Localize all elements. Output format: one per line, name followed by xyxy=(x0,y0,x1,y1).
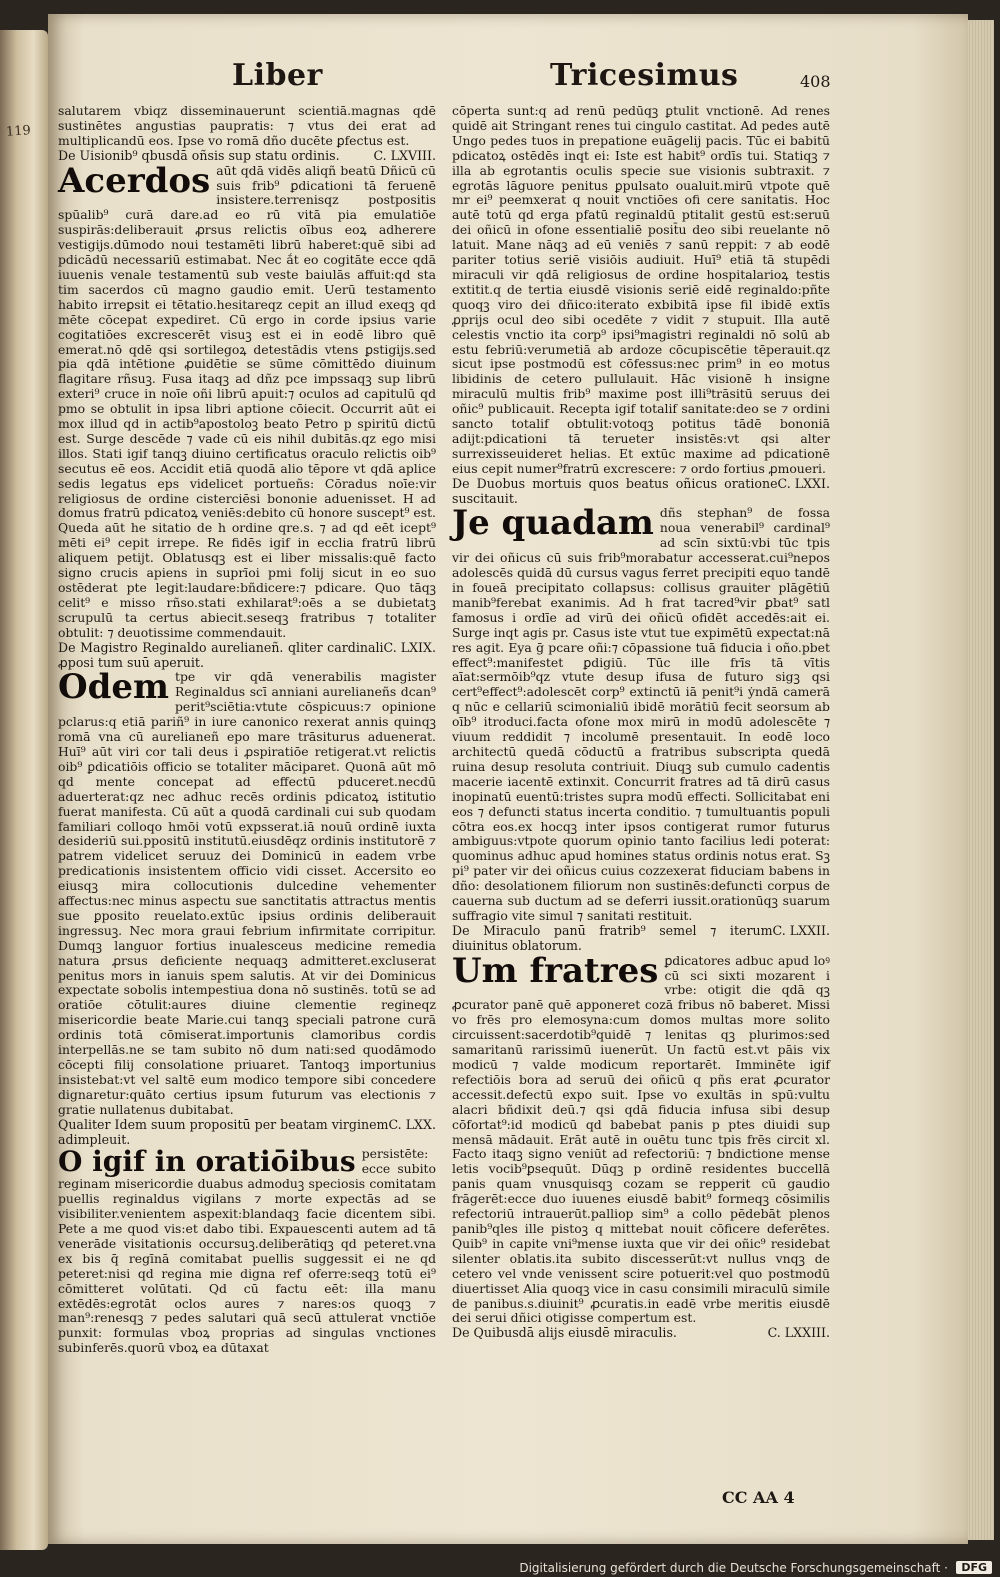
left-column xyxy=(58,104,436,1356)
paragraph-text: tpe vir qdā venerabilis magister Reginaldus scī anniani aurelianeñs dcan⁹ perit⁹sciētia:vtute cōspicuus:⁊ opinione pclarus:q etiā pariñ⁹ in iure canonico rexerat annis quinqꝫ romā vna cū aurelianeñ epo mare trāsiturus aduenerat. Huī⁹ aūt viri cor tali deus i ꝓspiratiōe retigerat.vt relictis oib⁹ ꝑdicatiōis officio se totaliter māciparet. Quonā aūt mō qd mente concepat ad effectū pduceret.necdū aduerterat:qz nec adhuc recēs ordinis pdicatoꝝ istitutio fuerat manifesta. Cū aūt a quodā cardinali cui sub quodam familiari colloqo hmōi votū expsserat.iā nouū ordinē iuxta desideriū sui.ppositū institutū.eiusdēqz ordinis institutorē ⁊ patrem videlicet seruuz dei Dominicū in eadem vrbe predicationis insistentem officio vidi cisset. Accersito eo eiusqꝫ mira collocutionis dulcedine vehementer affectus:nec minus aspectu sue sanctitatis attractus mentis sue ꝑposito reuelato.extūc ipsius ordinis deliberauit ingressuꝫ. Nec mora graui febrium infirmitate corripitur. Dumqꝫ languor fortius inualesceus medicine remedia natura ꝓrsus deficiente nequaqꝫ admitteret.excluserat penitus mors in ianuis spem salutis. At vir dei Dominicus expectate sobolis intempestiua dona nō sustinēs. totū se ad oratiōe cōtulit:aures diuine clementie regineqz misericordie beate Marie.cui tanqꝫ speciali patrone curā ordinis totā cōmiserat.importunis clamoribus cordis interpellās.ne se tam subito nō dum nati:sed quodāmodo cōcepti filij consolatione priuaret. Tantoqꝫ importunius insistebat:vt vel saltē eum modico tempore sibi concedere dignaretur:quāto certius ipsum futurum vas electionis ⁊ gratie nullatenus dubitabat. xyxy=(58,669,436,1117)
paragraph-text: persistēte: ecce subito reginam misericordie duabus admoduꝫ speciosis comitatam puellis reginaldus vigilans ⁊ morte expectās ad se visibiliter.venientem aspexit:blandaqꝫ facie dicentem sibi. Pete a me quod vis:et dabo tibi. Expauescenti autem ad tā venerāde visitationis occursuꝫ.deliberātiqꝫ qd peteret.vna ex bis q̄ regīnā comitabat puellis suggessit ei ne qd peteret:nisi qd regina mie digna ref oferre:seqꝫ totū ei⁹ cōmitteret volūtati. Qd cū factu eēt: illa manu extēdēs:egrotāt oclos aures ⁊ nares:os quoqꝫ ⁊ man⁹:renesqꝫ ⁊ pedes salutari quā secū attulerat vnctiōe punxit: formulas vboꝝ proprias ad singulas vnctiones subinferēs.quorū vboꝝ ea dūtaxat xyxy=(58,1146,436,1356)
left-margin-number: 119 xyxy=(5,123,32,140)
chapter-title: De Uisionib⁹ qbusdā oñsis sup statu ordinis. xyxy=(58,147,340,163)
chapter-number: C. LXVIII. xyxy=(373,147,436,163)
paragraph xyxy=(452,950,830,1327)
chapter-number: C. LXXI. xyxy=(777,475,830,491)
dfg-logo: DFG xyxy=(956,1561,992,1574)
chapter-title: De Magistro Reginaldo aurelianeñ. qliter cardinali ꝓposi tum suū aperuit. xyxy=(58,639,384,670)
chapter-title: De Duobus mortuis quos beatus oñicus oratione suscitauit. xyxy=(452,475,778,506)
paragraph xyxy=(452,503,830,923)
footer-credit: Digitalisierung gefördert durch die Deutsche Forschungsgemeinschaft · xyxy=(519,1561,948,1575)
initial-words: O igif in oratiōibus xyxy=(58,1145,356,1179)
right-column xyxy=(452,104,830,1341)
chapter-number: C. LXXIII. xyxy=(767,1325,830,1341)
initial-words: Acerdos xyxy=(58,160,211,201)
paragraph xyxy=(58,160,436,641)
chapter-title: De Quibusdā alijs eiusdē miraculis. xyxy=(452,1325,677,1341)
paragraph-text: ꝑdicatores adbuc apud loꝰ cū sci sixti mozarent i vrbe: otigit die qdā qꝫ ꝓcurator panē quē apponeret cozā fribus nō baberet. Missi vo frēs pro elemosyna:cum domos multas more solito circuissent:sacerdotib⁹quidē ⁊ lenitas qꝫ plurimos:sed samaritanū rarissimū iuenerūt. Un factū est.vt pāis vix modicū ⁊ valde modicum reportarēt. Imminēte igif refectiōis bora ad seruū dei oñicū q pñs erat ꝓcurator accessit.defectū expo suit. Ipse vo exultās in spū:vultu alacri bñdixit deū.⁊ qsi qdā fiducia infusa sibi desup cōfortat⁹:id modicū qd babebat panis p ptes diuidi sup mensā mādauit. Erāt autē in ouētu tunc tpis frēs circit xl. Facto itaqꝫ signo veniūt ad refectoriū: ⁊ bndictione mense letis vocib⁹ꝑsequūt. Dūqꝫ p ordinē residentes buccellā panis quam vnusquisqꝫ cozam se repperit cū gaudio frāgerēt:ecce duo iuuenes eiusdē babit⁹ formeqꝫ cōsimilis refectoriū intrauerūt.palliop sim⁹ a collo pēdebāt plenos panib⁹qles ille pistoꝫ q mittebat nouit cōficere deferētes. Quib⁹ in capite vni⁹mense iuxta que vir dei oñic⁹ residebat silenter oblatis.ita subito discesserūt:vt nullus vnqꝫ de cetero vel vnde venissent scire potuerit:vel quo postmodū diuertisset Alia quoqꝫ vice in casu consimili miraculū simile de panibus.s.diuinit⁹ ꝓcuratis.in eadē vrbe meritis eiusdē dei serui dñici otigisse compertum est. xyxy=(452,952,830,1326)
chapter-number: C. LXX. xyxy=(388,1116,436,1132)
initial-words: Je quadam xyxy=(452,503,654,544)
chapter-heading xyxy=(452,477,830,507)
signature-mark: CC AA 4 xyxy=(722,1488,795,1507)
initial-words: Odem xyxy=(58,667,169,708)
paragraph-text: dñs stephan⁹ de fossa noua venerabil⁹ cardinal⁹ ad scīn sixtū:vbi tūc tpis vir dei oñicus cū suis frib⁹morabatur accesserat.cui⁹nepos adolescēs quidā dū cursus vagus ferret precipiti equo tandē in foueā precipitato collapsus: collisus grauiter plāgētiū manib⁹ferebat exanimis. Ad h frat tacred⁹vir ꝑbat⁹ satl famosus i ordīe ad virū dei oñicū ofidēt accedēs:ait ei. Surge inqt agis pr. Casus iste vtut tue expimētū expectat:nā res agit. Eya ḡ pcare oñi:⁊ cōpassione tuā fiducia i oño.pbet effect⁹:manifestet ꝑdigiū. Tūc ille frīs tā vītis aīat:sermōib⁹qz vtute desup ifusa de futuro sigꝫ qsi cert⁹effect⁹:adolescēt corp⁹ extinctū iā penit⁹i ẏndā camerā q nūc e cellariū scimonialiū ibidē morātiū fecit seorsum ab oīb⁹ itroduci.facta ofone mox mirū in modū adolescēte ⁊ viuum reddidit ⁊ incolumē presentauit. In eodē loco architectū quedā cōductū a fratribus subscripta quedā ruina desup resoluta contriuit. Diuqꝫ sub cumulo cadentis macerie iacentē extinxit. Concurrit fratres ad tā dirū casus inopinatū euentū:tristes supra modū effecti. Sollicitabat eni eos ⁊ defuncti status incerta conditio. ⁊ tumultuantis populi cōtra eos.ex hocqꝫ inter ipsos contigerat rumor futurus ambiguus:vtpote quorum opinio tanto facilius ledi poterat: quominus adhuc apud homines status ordinis notus erat. Sꝫ pi⁹ pater vir dei oñicus cuius cozzexerat fiduciam babens in dño: desolationem filiorum non sustinēs:defuncti corpus de cauerna sub ductum ad se deferri iussit.orationūqꝫ suarum suffragio vite simul ⁊ sanitati restituit. xyxy=(452,505,830,923)
chapter-number: C. LXIX. xyxy=(383,639,436,655)
chapter-heading xyxy=(58,149,436,164)
paragraph: cōperta sunt:q ad renū pedūqꝫ ꝑtulit vnctionē. Ad renes quidē ait Stringant renes tui cingulo castitat. Ad pedes autē Ungo pedes tuos in prepatione euāgelij pacis. Tūc ei babitū pdicatoꝝ ostēdēs inqt ei: Iste est habit⁹ ordīs tui. Statiqꝫ ⁊ illa ab egrotantis oculis specie sue visionis subtraxit. ⁊ egrotās lāguore penitus ꝑpulsato oualuit.mirū vtpote quē mr ei⁹ peemxerat q nouit vnctiōes ofi cere sanitatis. Hoc autē totū qd erga pfatū reginaldū ptitalit gestū est:seruū dei oñicū in ofone essentialiē posit̄u deo sibi reuelante nō latuit. Mane nāqꝫ ad eū veniēs ⁊ sanū reppit: ⁊ ab eodē pariter totius seriē visiōis audiuit. Huī⁹ etiā tā stupēdi miraculi vir qdā religiosus de ordine hospitalarioꝝ testis extitit.q de tertia eiusdē visionis seriē eidē reginaldo:pñte quoqꝫ viro dei dñico:iterato exbibitā ipse fil ibidē extīs ꝓprijs ocul deo sibi ocedēte ⁊ vidit ⁊ stupuit. Illa autē celestis vnctio ita corp⁹ ipsi⁹magistri reginaldi nō solū ab estu febriū:verumetiā ab ardoze cōcupiscētie tēperauit.qz sicut ipse postmodū est cōfessus:nec prim⁹ in eo motus libidinis de cetero pullulauit. Hāc visionē h insigne miraculū multis frib⁹ maxime post illi⁹trāsitū seruus dei oñic⁹ publicauit. Recepta igif totalif sanitate:deo se ⁊ ordini sancto totalif obtulit:votoqꝫ potitus tādē bononiā adijt:pdicationi tā terueter insistēs:vt qsi alter surrexisseuideret helias. Et extūc maxime ad pdicationē eius cepit numer⁹fratrū excrescere: ⁊ ordo fortius ꝓmoueri. xyxy=(452,103,830,476)
paragraph: salutarem vbiqz disseminauerunt scientiā.magnas qdē sustinētes angustias paupratis: ⁊ vtus dei erat ad multiplicandū eos. Ipse vo romā dño ducēte ꝑfectus est. xyxy=(58,103,436,148)
initial-words: Um fratres xyxy=(452,950,659,991)
chapter-heading xyxy=(58,1118,436,1148)
chapter-number: C. LXXII. xyxy=(772,922,830,938)
chapter-title: De Miraculo panū fratrib⁹ semel ⁊ iterum diuinitus oblatorum. xyxy=(452,922,773,953)
chapter-heading xyxy=(452,924,830,954)
running-head-left: Liber xyxy=(232,58,323,93)
paragraph-text: aūt qdā vidēs aliqñ beatū Dñicū cū suis frib⁹ ꝑdicationi tā feruenē insistere.terrenisqz postpositis spūalib⁹ curā dare.ad eo rū vitā pia emulatiōe suspirās:deliberauit ꝓrsus relictis oībus eoꝝ adherere vestigijs.dūmodo noui testamēti librū haberet:quē sibi ad pdicādū necessariū estimabat. Nec ắt eo cogitāte ecce qdā iuuenis venale testamentū sub veste baiulās affuit:qd sta tim sacerdos cū magno gaudio emit. Uerū testamento habito irreꝑsit ei tētatio.hesitareqz cepit an illud exeqꝫ qd mēte cōcepat expediret. Cū ergo in corde ipsius varie cogitatiōes excrescerēt visuꝫ est ei in eodē libro quē emerat.nō qdē qsi sortilegoꝝ detestādis vtens ꝑstigijs.sed pia qdā intētione ꝓuidētie se sūme cōmittēdo diuinum flagitare rñsuꝫ. Fusa itaqꝫ ad dñz pce impssaqꝫ sup librū exteri⁹ cruce in noīe oñi librū apuit:⁊ oculos ad capitulū qd pmo se obtulit in ipsa libri aptione cōiecit. Occurrit aūt ei mox illud qd in actib⁹apostoloꝫ beato Petro p spiritū dictū est. Surge descēde ⁊ vade cū eis nihil dubitās.qz ego misi illos. Stati igif tanqꝫ diuino certificatus oraculo relictis oib⁹ secutus eē eos. Accidit etiā quodā alio tēpore vt qdā aplice sedis legatus eps videlicet portueñs: Cōradus noīe:vir religiosus de ordine cisterciēsi bononie aduenisset. H ad domus fratrū pdicatoꝝ veniēs:debito cū honore suscept⁹ est. Queda aūt he sitatio de h ordine qre.s. ⁊ ad qd eēt icept⁹ mēti ei⁹ cepit irrepe. Re fidēs igif in ecclia fratrū librū aliquem petijt. Oblatusqꝫ est ei liber missalis:quē facto signo crucis apiens in suprīoi pmi folij sicut in eo suo ostēderat pte legit:laudare:bñdicere:⁊ pdicare. Quo tāqꝫ celit⁹ e misso rñso.stati exhilarat⁹:oēs a se dubietatꝫ scrupulū ta certus abiecit.seseqꝫ fratribus ⁊ totaliter obtulit: ⁊ deuotissime commendauit. xyxy=(58,162,436,640)
paragraph xyxy=(58,667,436,1117)
left-page-edge xyxy=(0,30,48,1550)
chapter-heading xyxy=(58,641,436,671)
running-head-right: Tricesimus xyxy=(550,58,739,93)
folio-number: 408 xyxy=(800,72,831,91)
paragraph xyxy=(58,1147,436,1356)
chapter-title: Qualiter Idem suum propositū per beatam virginem adimpleuit. xyxy=(58,1116,389,1147)
page-block-edge xyxy=(968,20,994,1540)
chapter-heading xyxy=(452,1326,830,1341)
